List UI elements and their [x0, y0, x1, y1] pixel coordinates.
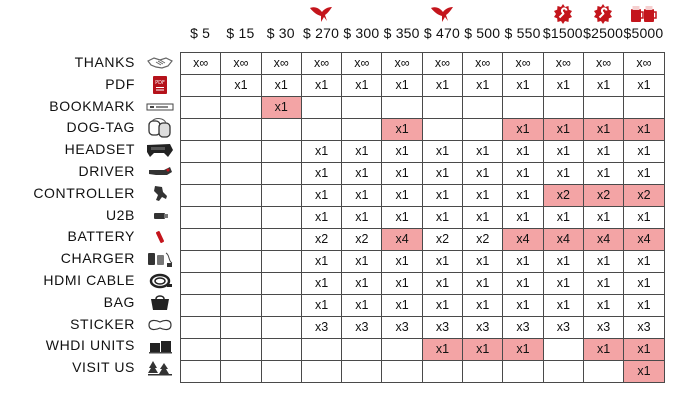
reward-cell: x2	[543, 185, 583, 207]
reward-cell: x1	[342, 163, 382, 185]
reward-cell	[583, 97, 623, 119]
reward-cell: x1	[543, 119, 583, 141]
reward-cell: x∞	[503, 53, 543, 75]
reward-cell: x1	[342, 251, 382, 273]
reward-cell	[221, 97, 261, 119]
reward-name: THANKS	[74, 54, 135, 70]
reward-cell: x1	[543, 163, 583, 185]
reward-cell: x∞	[543, 53, 583, 75]
tier-column-header	[341, 0, 381, 44]
pdf-icon	[146, 75, 174, 95]
reward-cell: x1	[382, 295, 422, 317]
reward-name: CHARGER	[60, 250, 135, 267]
reward-cell	[543, 97, 583, 119]
bookmark-icon	[146, 97, 174, 117]
trees-icon	[146, 358, 174, 378]
reward-cell	[181, 295, 221, 317]
reward-cell: x1	[503, 207, 543, 229]
tier-column-header	[583, 0, 623, 44]
reward-name: DOG-TAG	[66, 119, 135, 136]
reward-cell: x1	[463, 163, 503, 185]
reward-cell	[463, 119, 503, 141]
reward-cell: x1	[503, 185, 543, 207]
reward-cell	[181, 317, 221, 339]
reward-cell: x3	[342, 317, 382, 339]
reward-cell: x3	[422, 317, 462, 339]
reward-cell	[543, 361, 583, 383]
reward-cell: x∞	[382, 53, 422, 75]
reward-name: STICKER	[70, 315, 135, 332]
reward-cell: x1	[503, 119, 543, 141]
reward-cell: x1	[382, 273, 422, 295]
reward-cell	[503, 97, 543, 119]
reward-cell	[261, 317, 301, 339]
reward-cell	[221, 207, 261, 229]
svg-text:PDF: PDF	[155, 79, 165, 86]
reward-cell: x3	[382, 317, 422, 339]
reward-cell: x2	[583, 185, 623, 207]
reward-cell: x1	[624, 361, 664, 383]
reward-cell: x1	[261, 75, 301, 97]
reward-cell: x1	[583, 163, 623, 185]
reward-cell: x1	[543, 141, 583, 163]
table-row	[181, 317, 665, 339]
driver-icon	[146, 162, 174, 182]
reward-cell: x1	[463, 273, 503, 295]
reward-cell	[221, 119, 261, 141]
reward-cell: x1	[382, 251, 422, 273]
tier-price: $ 550	[504, 25, 541, 41]
reward-cell: x1	[624, 339, 664, 361]
reward-cell: x1	[503, 163, 543, 185]
reward-name: BAG	[103, 293, 135, 310]
u2b-icon	[146, 206, 174, 226]
reward-cell	[342, 119, 382, 141]
reward-name: U2B	[105, 206, 135, 223]
reward-cell: x1	[503, 141, 543, 163]
reward-cell	[342, 97, 382, 119]
reward-cell	[181, 141, 221, 163]
charger-icon	[146, 249, 174, 269]
reward-cell	[181, 273, 221, 295]
tier-column-header	[220, 0, 260, 44]
reward-cell: x1	[463, 339, 503, 361]
reward-cell	[221, 361, 261, 383]
reward-cell: x1	[463, 141, 503, 163]
tier-price: $ 270	[303, 25, 340, 41]
reward-cell: x1	[463, 207, 503, 229]
reward-cell: x1	[301, 163, 341, 185]
reward-cell	[181, 251, 221, 273]
reward-cell: x1	[583, 339, 623, 361]
reward-cell	[422, 97, 462, 119]
row-label-visit-us	[0, 357, 180, 379]
table-row	[181, 119, 665, 141]
tier-column-header	[301, 0, 341, 44]
tier-price: $ 350	[383, 25, 420, 41]
reward-cell: x1	[422, 185, 462, 207]
reward-cell: x1	[301, 75, 341, 97]
table-row	[181, 251, 665, 273]
reward-cell	[181, 75, 221, 97]
reward-cell: x1	[301, 185, 341, 207]
row-label-dog-tag	[0, 117, 180, 139]
tier-column-header	[261, 0, 301, 44]
row-label-pdf	[0, 74, 180, 96]
reward-name: PDF	[105, 75, 135, 92]
reward-cell: x1	[342, 207, 382, 229]
controller-icon	[146, 184, 174, 204]
row-label-charger	[0, 248, 180, 270]
reward-cell: x3	[503, 317, 543, 339]
reward-cell: x1	[543, 273, 583, 295]
reward-cell: x4	[624, 229, 664, 251]
tier-column-header	[623, 0, 663, 44]
reward-cell: x1	[583, 295, 623, 317]
reward-cell	[543, 339, 583, 361]
table-row	[181, 273, 665, 295]
table-row	[181, 339, 665, 361]
reward-cell: x1	[503, 251, 543, 273]
dogtag-icon	[146, 118, 174, 138]
row-label-thanks	[0, 52, 180, 74]
reward-cell: x1	[301, 207, 341, 229]
row-label-hdmi-cable	[0, 270, 180, 292]
table-row	[181, 229, 665, 251]
reward-cell	[301, 339, 341, 361]
reward-cell	[261, 339, 301, 361]
table-row	[181, 141, 665, 163]
reward-cell: x1	[543, 75, 583, 97]
reward-cell: x1	[342, 273, 382, 295]
reward-cell	[261, 163, 301, 185]
reward-cell	[382, 361, 422, 383]
reward-cell	[342, 339, 382, 361]
reward-cell	[422, 361, 462, 383]
battery-icon	[146, 227, 174, 247]
reward-cell: x1	[624, 273, 664, 295]
reward-cell: x1	[624, 295, 664, 317]
reward-cell: x1	[261, 97, 301, 119]
reward-cell: x1	[301, 141, 341, 163]
reward-cell: x1	[463, 251, 503, 273]
table-row	[181, 97, 665, 119]
reward-cell: x1	[301, 273, 341, 295]
reward-cell: x1	[301, 295, 341, 317]
reward-cell	[181, 119, 221, 141]
reward-cell: x2	[624, 185, 664, 207]
reward-cell: x1	[463, 185, 503, 207]
reward-cell: x1	[583, 141, 623, 163]
reward-cell	[221, 163, 261, 185]
reward-cell: x3	[583, 317, 623, 339]
reward-cell: x1	[624, 251, 664, 273]
reward-cell: x1	[342, 185, 382, 207]
table-row	[181, 207, 665, 229]
reward-cell: x2	[422, 229, 462, 251]
reward-cell	[261, 251, 301, 273]
reward-cell: x4	[583, 229, 623, 251]
cable-icon	[146, 271, 174, 291]
reward-grid	[180, 52, 665, 383]
tier-column-header	[543, 0, 583, 44]
tier-price: $ 300	[343, 25, 380, 41]
reward-cell: x1	[583, 207, 623, 229]
table-row	[181, 75, 665, 97]
reward-cell	[342, 361, 382, 383]
tier-price: $ 15	[226, 25, 255, 41]
reward-cell	[503, 361, 543, 383]
reward-cell: x∞	[301, 53, 341, 75]
reward-cell: x1	[624, 207, 664, 229]
reward-cell	[221, 229, 261, 251]
reward-cell	[261, 119, 301, 141]
tier-price: $ 470	[423, 25, 460, 41]
reward-cell: x1	[382, 185, 422, 207]
reward-cell: x∞	[261, 53, 301, 75]
reward-cell: x2	[301, 229, 341, 251]
reward-cell: x1	[301, 251, 341, 273]
reward-cell: x∞	[583, 53, 623, 75]
reward-cell: x1	[382, 207, 422, 229]
reward-cell	[261, 361, 301, 383]
reward-cell: x1	[463, 75, 503, 97]
reward-cell: x1	[342, 295, 382, 317]
reward-cell: x2	[342, 229, 382, 251]
reward-cell: x1	[583, 119, 623, 141]
reward-cell: x1	[342, 75, 382, 97]
reward-cell: x1	[543, 207, 583, 229]
tier-price: $ 500	[464, 25, 501, 41]
bag-icon	[146, 293, 174, 313]
reward-cell: x1	[624, 75, 664, 97]
reward-cell	[181, 207, 221, 229]
row-label-driver	[0, 161, 180, 183]
reward-cell	[181, 361, 221, 383]
tier-header	[180, 0, 664, 44]
reward-cell	[221, 251, 261, 273]
reward-name: BOOKMARK	[49, 97, 135, 114]
reward-cell: x∞	[422, 53, 462, 75]
reward-cell: x1	[503, 273, 543, 295]
reward-cell	[181, 339, 221, 361]
reward-cell	[301, 97, 341, 119]
tier-column-header	[462, 0, 502, 44]
reward-name: HDMI CABLE	[43, 272, 135, 288]
reward-cell: x1	[422, 163, 462, 185]
reward-name: VISIT US	[72, 359, 135, 376]
reward-cell	[382, 97, 422, 119]
reward-cell: x3	[543, 317, 583, 339]
tier-column-header	[422, 0, 462, 44]
reward-cell: x1	[422, 75, 462, 97]
table-row	[181, 163, 665, 185]
reward-cell: x1	[583, 251, 623, 273]
reward-cell	[181, 185, 221, 207]
sticker-icon	[146, 315, 174, 335]
row-label-controller	[0, 183, 180, 205]
reward-cell: x∞	[181, 53, 221, 75]
reward-cell: x1	[503, 75, 543, 97]
tier-price: $2500	[583, 25, 624, 41]
tier-column-header	[382, 0, 422, 44]
tier-price: $1500	[542, 25, 583, 41]
table-row	[181, 295, 665, 317]
reward-cell	[261, 207, 301, 229]
reward-cell: x3	[624, 317, 664, 339]
reward-cell: x1	[382, 163, 422, 185]
row-label-headset	[0, 139, 180, 161]
reward-cell: x1	[543, 295, 583, 317]
reward-cell	[261, 273, 301, 295]
reward-name: HEADSET	[64, 141, 135, 158]
reward-cell: x1	[583, 273, 623, 295]
tier-price: $ 5	[190, 25, 211, 41]
reward-cell	[181, 163, 221, 185]
reward-cell	[261, 295, 301, 317]
reward-cell	[261, 229, 301, 251]
reward-name: DRIVER	[78, 163, 135, 179]
row-label-bag	[0, 292, 180, 314]
reward-cell: x1	[382, 119, 422, 141]
reward-cell: x1	[422, 339, 462, 361]
tier-price: $ 30	[266, 25, 295, 41]
handshake-icon	[146, 53, 174, 73]
reward-cell	[261, 185, 301, 207]
reward-cell: x1	[624, 119, 664, 141]
reward-cell: x4	[382, 229, 422, 251]
reward-cell: x1	[422, 207, 462, 229]
reward-cell	[221, 141, 261, 163]
reward-cell	[463, 361, 503, 383]
reward-cell	[221, 185, 261, 207]
reward-cell: x1	[624, 141, 664, 163]
reward-cell: x3	[301, 317, 341, 339]
reward-cell	[181, 97, 221, 119]
reward-cell	[221, 295, 261, 317]
reward-cell: x1	[422, 273, 462, 295]
reward-cell	[221, 273, 261, 295]
reward-cell: x1	[624, 163, 664, 185]
reward-cell	[261, 141, 301, 163]
headset-icon	[146, 140, 174, 160]
table-row	[181, 53, 665, 75]
row-label-bookmark	[0, 96, 180, 118]
row-label-battery	[0, 226, 180, 248]
reward-cell	[583, 361, 623, 383]
reward-cell: x1	[342, 141, 382, 163]
reward-name: WHDI UNITS	[45, 337, 135, 354]
reward-cell: x1	[463, 295, 503, 317]
whdi-icon	[146, 336, 174, 356]
reward-cell: x4	[503, 229, 543, 251]
reward-cell	[221, 317, 261, 339]
reward-cell: x4	[543, 229, 583, 251]
table-row	[181, 185, 665, 207]
row-label-u2b	[0, 205, 180, 227]
reward-cell: x2	[463, 229, 503, 251]
reward-cell: x1	[422, 295, 462, 317]
row-label-sticker	[0, 314, 180, 336]
reward-cell: x1	[583, 75, 623, 97]
reward-cell: x3	[463, 317, 503, 339]
tier-column-header	[502, 0, 542, 44]
reward-cell	[221, 339, 261, 361]
reward-cell: x∞	[624, 53, 664, 75]
reward-cell: x1	[503, 339, 543, 361]
reward-cell: x1	[382, 141, 422, 163]
reward-cell: x1	[503, 295, 543, 317]
reward-cell	[181, 229, 221, 251]
reward-cell	[301, 361, 341, 383]
reward-cell: x1	[422, 141, 462, 163]
table-row	[181, 361, 665, 383]
reward-cell: x∞	[221, 53, 261, 75]
reward-cell	[382, 339, 422, 361]
reward-cell	[422, 119, 462, 141]
tier-column-header	[180, 0, 220, 44]
tier-price: $5000	[623, 25, 664, 41]
row-label-whdi-units	[0, 335, 180, 357]
reward-cell: x∞	[463, 53, 503, 75]
reward-cell	[624, 97, 664, 119]
reward-cell: x1	[221, 75, 261, 97]
reward-cell: x1	[543, 251, 583, 273]
reward-cell: x1	[422, 251, 462, 273]
reward-cell	[301, 119, 341, 141]
reward-cell: x∞	[342, 53, 382, 75]
reward-cell: x1	[382, 75, 422, 97]
reward-name: BATTERY	[67, 228, 135, 245]
reward-name: CONTROLLER	[33, 184, 135, 201]
reward-cell	[463, 97, 503, 119]
